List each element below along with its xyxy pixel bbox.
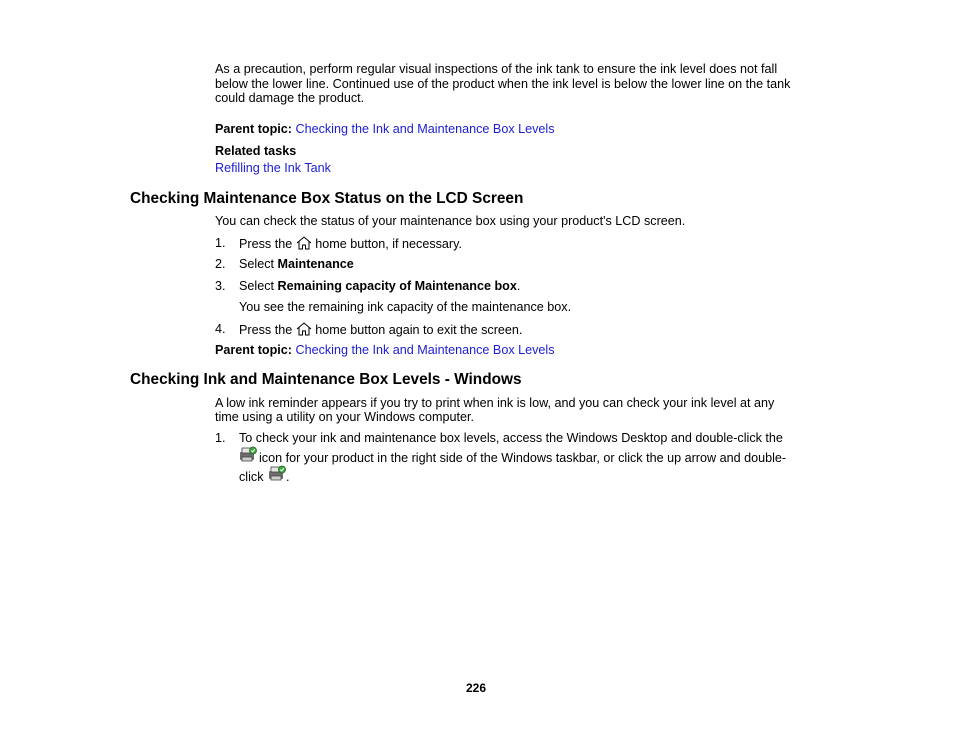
home-icon: [296, 236, 312, 254]
step-1-number: 1.: [215, 236, 226, 250]
intro-line-1: As a precaution, perform regular visual inspections of the ink tank to ensure the ink level does not fall: [215, 62, 778, 76]
windows-step-1-line-3-before: click: [239, 470, 264, 484]
printer-utility-icon: [268, 465, 287, 487]
windows-step-1-line-1: To check your ink and maintenance box levels, access the Windows Desktop and double-click the: [239, 431, 783, 445]
step-2-text: Select Maintenance: [239, 257, 354, 271]
section-lcd-intro: You can check the status of your maintenance box using your product's LCD screen.: [215, 214, 686, 228]
section-heading-lcd: Checking Maintenance Box Status on the LCD Screen: [130, 190, 524, 207]
parent-topic-2: [215, 343, 555, 358]
maintenance-menu-name: Maintenance: [277, 257, 354, 271]
parent-topic-link[interactable]: Checking the Ink and Maintenance Box Levels: [295, 343, 555, 357]
step-3-note: You see the remaining ink capacity of the maintenance box.: [239, 300, 572, 314]
home-icon: [296, 322, 312, 340]
printer-utility-icon: [239, 446, 258, 468]
parent-topic-label: Parent topic:: [215, 343, 292, 357]
step-2-number: 2.: [215, 257, 226, 271]
step-3-number: 3.: [215, 279, 226, 293]
windows-step-1-line-2: icon for your product in the right side of the Windows taskbar, or click the up arrow and double-: [259, 451, 787, 465]
step-1-text: Press the home button, if necessary.: [239, 236, 462, 254]
step-4-number: 4.: [215, 322, 226, 336]
related-task-link-wrap: [215, 161, 331, 176]
step-4-text: Press the home button again to exit the screen.: [239, 322, 522, 340]
windows-step-1-number: 1.: [215, 431, 226, 445]
windows-step-1-line-3-after: .: [286, 470, 290, 484]
step-3-text: Select Remaining capacity of Maintenance box.: [239, 279, 521, 293]
parent-topic-link[interactable]: Checking the Ink and Maintenance Box Levels: [295, 122, 555, 136]
refilling-ink-tank-link[interactable]: Refilling the Ink Tank: [215, 161, 331, 175]
remaining-capacity-menu-name: Remaining capacity of Maintenance box: [277, 279, 517, 293]
page-number: 226: [466, 681, 487, 695]
related-tasks-label: Related tasks: [215, 144, 297, 158]
parent-topic-1: [215, 122, 555, 137]
intro-line-2: below the lower line. Continued use of the product when the ink level is below the lower line on the tank: [215, 77, 791, 91]
windows-intro-line-1: A low ink reminder appears if you try to print when ink is low, and you can check your ink level at any: [215, 396, 775, 410]
parent-topic-label: Parent topic:: [215, 122, 292, 136]
intro-line-3: could damage the product.: [215, 91, 365, 105]
windows-intro-line-2: time using a utility on your Windows computer.: [215, 410, 474, 424]
section-heading-windows: Checking Ink and Maintenance Box Levels - Windows: [130, 371, 522, 388]
